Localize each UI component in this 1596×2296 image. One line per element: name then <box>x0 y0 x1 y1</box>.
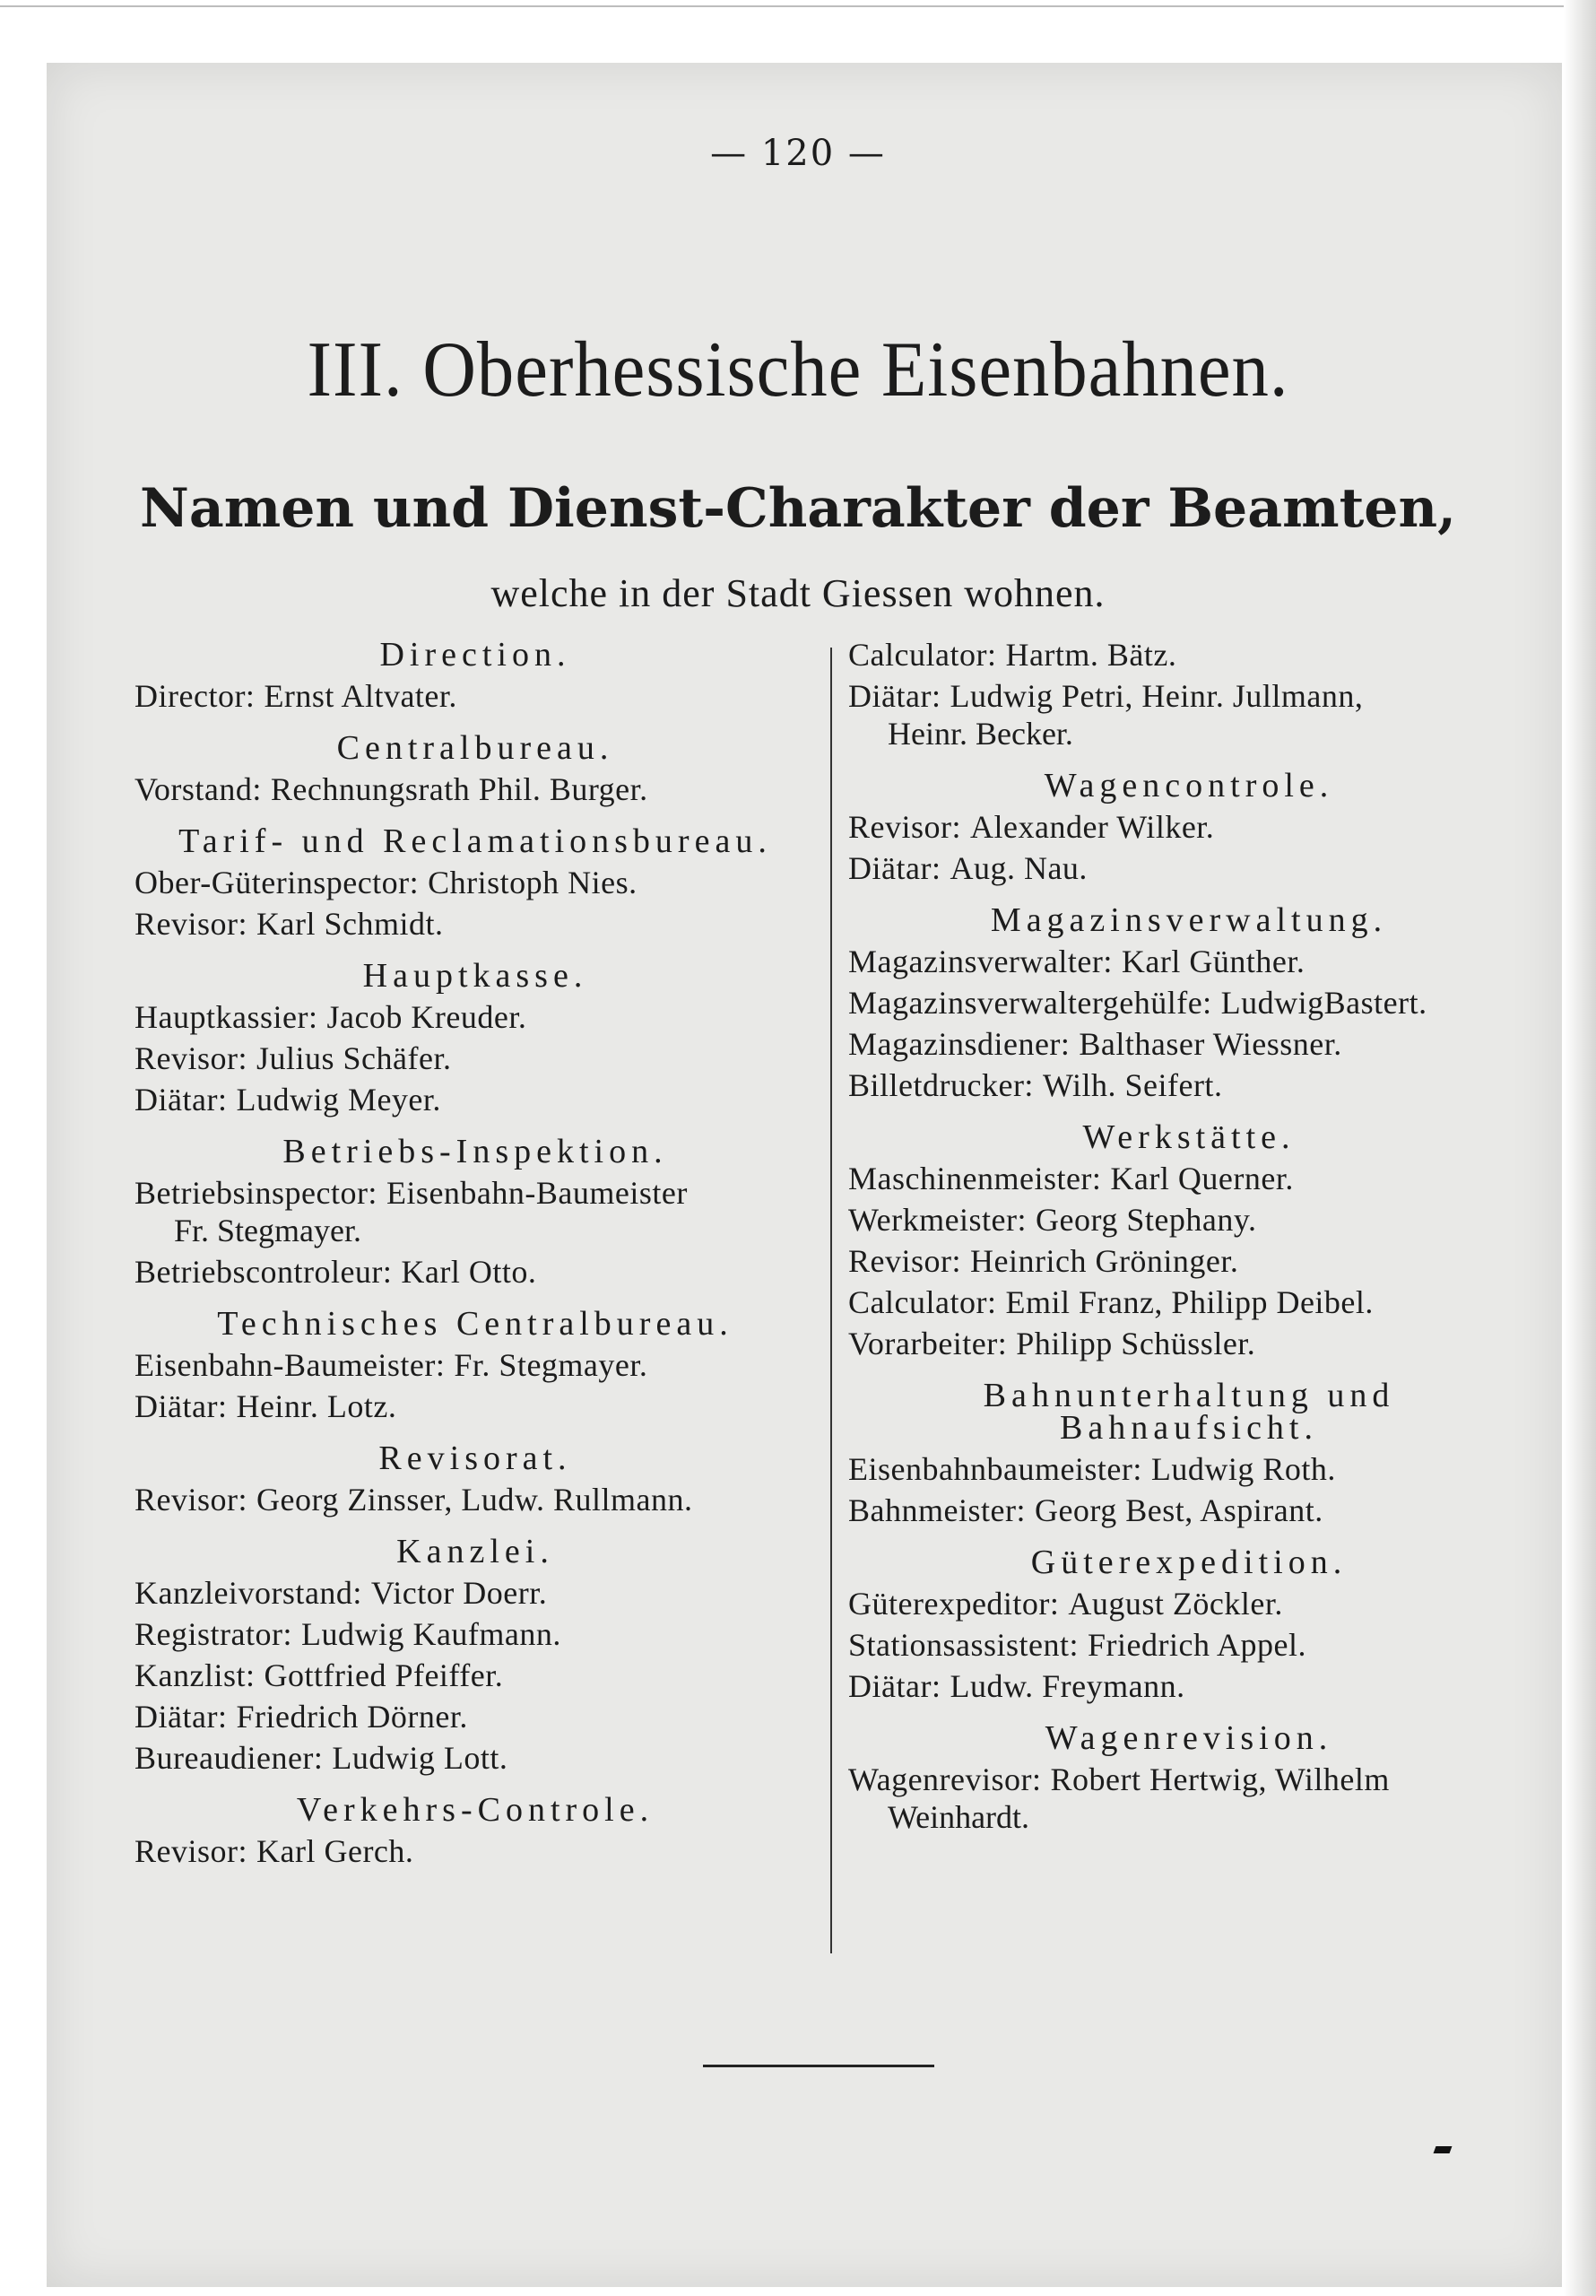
position-label: Betriebsinspector: <box>134 1175 377 1211</box>
staff-names: Karl Querner. <box>1110 1161 1294 1196</box>
position-label: Kanzlist: <box>134 1657 256 1693</box>
position-label: Revisor: <box>848 809 961 845</box>
staff-names: Ludwig Kaufmann. <box>300 1616 561 1652</box>
staff-names: Jacob Kreuder. <box>326 999 527 1035</box>
position-label: Director: <box>134 678 256 714</box>
staff-names: Ludwig Petri, Heinr. Jullmann, <box>950 678 1364 714</box>
staff-names: Ludwig Lott. <box>332 1740 508 1776</box>
position-label: Kanzleivorstand: <box>134 1575 362 1611</box>
position-label: Hauptkassier: <box>134 999 318 1035</box>
staff-names: Alexander Wilker. <box>970 809 1215 845</box>
staff-entry <box>134 908 816 940</box>
page-number: — 120 — <box>710 133 886 174</box>
staff-names: Emil Franz, Philipp Deibel. <box>1005 1284 1374 1320</box>
staff-names-continued: Fr. Stegmayer. <box>174 1213 361 1248</box>
closing-rule <box>703 2065 934 2067</box>
section-heading: Centralbureau. <box>336 729 614 767</box>
staff-names: Balthaser Wiessner. <box>1079 1026 1342 1062</box>
directory-section <box>848 1118 1530 1361</box>
page-subtitle: Namen und Dienst-Charakter der Beamten, <box>140 477 1456 540</box>
staff-names: Karl Gerch. <box>256 1833 414 1869</box>
staff-entry <box>848 1587 1530 1620</box>
position-label: Revisor: <box>134 1040 247 1076</box>
section-heading: Revisorat. <box>378 1439 572 1477</box>
staff-names: Karl Schmidt. <box>256 906 444 942</box>
binding-shadow <box>1564 0 1596 2296</box>
page-subline: welche in der Stadt Giessen wohnen. <box>490 571 1106 615</box>
ink-mark <box>1434 2146 1453 2153</box>
position-label: Bureaudiener: <box>134 1740 324 1776</box>
section-heading: Werkstätte. <box>1082 1118 1296 1156</box>
section-heading: Tarif- und Reclamationsbureau. <box>178 822 772 860</box>
staff-entry <box>134 773 816 805</box>
position-label: Eisenbahnbaumeister: <box>848 1451 1142 1487</box>
staff-names: Karl Günther. <box>1121 944 1305 979</box>
left-column <box>134 636 816 1876</box>
section-heading: Betriebs-Inspektion. <box>282 1133 668 1170</box>
staff-names-continued: Heinr. Becker. <box>888 716 1073 752</box>
staff-names: Heinrich Gröninger. <box>970 1243 1239 1279</box>
position-label: Stationsassistent: <box>848 1627 1080 1663</box>
staff-names: Julius Schäfer. <box>256 1040 452 1076</box>
staff-names: Gottfried Pfeiffer. <box>264 1657 504 1693</box>
position-label: Registrator: <box>134 1616 292 1652</box>
directory-section <box>134 822 816 942</box>
staff-entry <box>134 1177 816 1209</box>
position-label: Güterexpeditor: <box>848 1586 1060 1622</box>
staff-names: Georg Best, Aspirant. <box>1034 1492 1323 1528</box>
staff-entry <box>134 1256 816 1288</box>
directory-section <box>134 1439 816 1518</box>
staff-names: Philipp Schüssler. <box>1016 1326 1256 1361</box>
staff-entry <box>134 1042 816 1074</box>
staff-names: Fr. Stegmayer. <box>454 1347 648 1383</box>
staff-names: Ernst Altvater. <box>264 678 457 714</box>
staff-names: Rechnungsrath Phil. Burger. <box>270 771 648 807</box>
staff-entry <box>848 945 1530 978</box>
staff-names: Ludwig Roth. <box>1150 1451 1336 1487</box>
staff-names-continued: Weinhardt. <box>888 1799 1030 1835</box>
directory-section <box>134 1791 816 1869</box>
staff-entry <box>134 680 816 712</box>
position-label: Diätar: <box>134 1082 228 1118</box>
top-edge-rule <box>0 5 1596 7</box>
staff-entry <box>134 1001 816 1033</box>
staff-names: Ludwig Meyer. <box>236 1082 441 1118</box>
position-label: Calculator: <box>848 637 997 673</box>
directory-section <box>134 1535 816 1774</box>
position-label: Eisenbahn-Baumeister: <box>134 1347 446 1383</box>
position-label: Diätar: <box>848 1668 941 1704</box>
position-label: Werkmeister: <box>848 1202 1028 1238</box>
staff-entry <box>848 1494 1530 1526</box>
staff-entry <box>848 811 1530 843</box>
position-label: Diätar: <box>134 1699 228 1735</box>
directory-section <box>848 901 1530 1103</box>
section-heading: Wagencontrole. <box>1044 767 1334 804</box>
staff-entry <box>848 1453 1530 1485</box>
staff-names: Georg Zinsser, Ludw. Rullmann. <box>256 1482 693 1518</box>
staff-entry <box>848 639 1530 671</box>
staff-names: Georg Stephany. <box>1036 1202 1257 1238</box>
directory-section <box>848 639 1530 750</box>
position-label: Ober-Güterinspector: <box>134 865 420 900</box>
staff-entry <box>134 1835 816 1867</box>
staff-entry <box>134 1618 816 1650</box>
section-heading: Technisches Centralbureau. <box>217 1305 733 1343</box>
staff-entry <box>848 1069 1530 1101</box>
position-label: Diätar: <box>848 678 941 714</box>
staff-entry <box>848 852 1530 884</box>
staff-entry <box>848 987 1530 1019</box>
right-column <box>848 639 1530 1842</box>
staff-names: Karl Otto. <box>401 1254 537 1290</box>
staff-entry <box>848 1327 1530 1360</box>
staff-entry <box>134 1742 816 1774</box>
position-label: Bahnmeister: <box>848 1492 1026 1528</box>
position-label: Vorarbeiter: <box>848 1326 1008 1361</box>
staff-entry <box>848 680 1530 712</box>
position-label: Vorstand: <box>134 771 262 807</box>
position-label: Wagenrevisor: <box>848 1761 1042 1797</box>
position-label: Diätar: <box>134 1388 228 1424</box>
section-heading: Verkehrs-Controle. <box>296 1791 655 1829</box>
staff-names: Christoph Nies. <box>428 865 638 900</box>
staff-entry <box>134 1349 816 1381</box>
staff-names: Friedrich Appel. <box>1088 1627 1306 1663</box>
staff-names: Eisenbahn-Baumeister <box>386 1175 688 1211</box>
staff-entry <box>134 1659 816 1692</box>
staff-entry <box>848 1162 1530 1195</box>
staff-entry <box>848 1629 1530 1661</box>
position-label: Billetdrucker: <box>848 1067 1034 1103</box>
staff-entry <box>848 1028 1530 1060</box>
staff-names: Heinr. Lotz. <box>236 1388 397 1424</box>
staff-entry <box>134 866 816 899</box>
section-heading: Bahnunterhaltung und Bahnaufsicht. <box>983 1377 1395 1447</box>
staff-names: Friedrich Dörner. <box>236 1699 468 1735</box>
section-heading: Güterexpedition. <box>1030 1544 1348 1581</box>
section-heading: Wagenrevision. <box>1045 1719 1333 1757</box>
position-label: Magazinsdiener: <box>848 1026 1071 1062</box>
staff-names: Robert Hertwig, Wilhelm <box>1050 1761 1390 1797</box>
position-label: Revisor: <box>134 1482 247 1518</box>
position-label: Diätar: <box>848 850 941 886</box>
staff-entry <box>134 1700 816 1733</box>
staff-names: Wilh. Seifert. <box>1042 1067 1223 1103</box>
position-label: Betriebscontroleur: <box>134 1254 393 1290</box>
staff-entry <box>848 1245 1530 1277</box>
directory-section <box>134 1305 816 1424</box>
section-heading: Direction. <box>379 636 571 674</box>
position-label: Calculator: <box>848 1284 997 1320</box>
directory-section <box>848 1379 1530 1526</box>
staff-entry <box>134 1083 816 1116</box>
staff-entry <box>134 1577 816 1609</box>
staff-names: August Zöckler. <box>1068 1586 1283 1622</box>
staff-names: Ludw. Freymann. <box>950 1668 1185 1704</box>
staff-entry <box>848 1670 1530 1702</box>
directory-section <box>134 957 816 1118</box>
staff-names: Aug. Nau. <box>950 850 1088 886</box>
position-label: Maschinenmeister: <box>848 1161 1102 1196</box>
position-label: Revisor: <box>134 906 247 942</box>
directory-section <box>848 1546 1530 1702</box>
directory-section <box>848 767 1530 886</box>
staff-names: Victor Doerr. <box>370 1575 548 1611</box>
staff-entry <box>848 1763 1530 1796</box>
section-heading: Kanzlei. <box>396 1533 554 1570</box>
section-heading: Hauptkasse. <box>362 957 588 995</box>
staff-entry <box>134 1390 816 1422</box>
directory-section <box>134 636 816 714</box>
staff-entry <box>848 1204 1530 1236</box>
directory-section <box>134 1135 816 1288</box>
directory-section <box>848 1719 1530 1835</box>
staff-names: LudwigBastert. <box>1220 985 1427 1021</box>
directory-section <box>134 729 816 807</box>
position-label: Revisor: <box>134 1833 247 1869</box>
column-divider <box>830 648 832 1953</box>
position-label: Magazinsverwaltergehülfe: <box>848 985 1212 1021</box>
section-heading: Magazinsverwaltung. <box>990 901 1388 939</box>
position-label: Magazinsverwalter: <box>848 944 1113 979</box>
page-title: III. Oberhessische Eisenbahnen. <box>307 326 1289 413</box>
staff-entry <box>848 1286 1530 1318</box>
staff-names: Hartm. Bätz. <box>1005 637 1177 673</box>
staff-entry <box>134 1483 816 1516</box>
position-label: Revisor: <box>848 1243 961 1279</box>
